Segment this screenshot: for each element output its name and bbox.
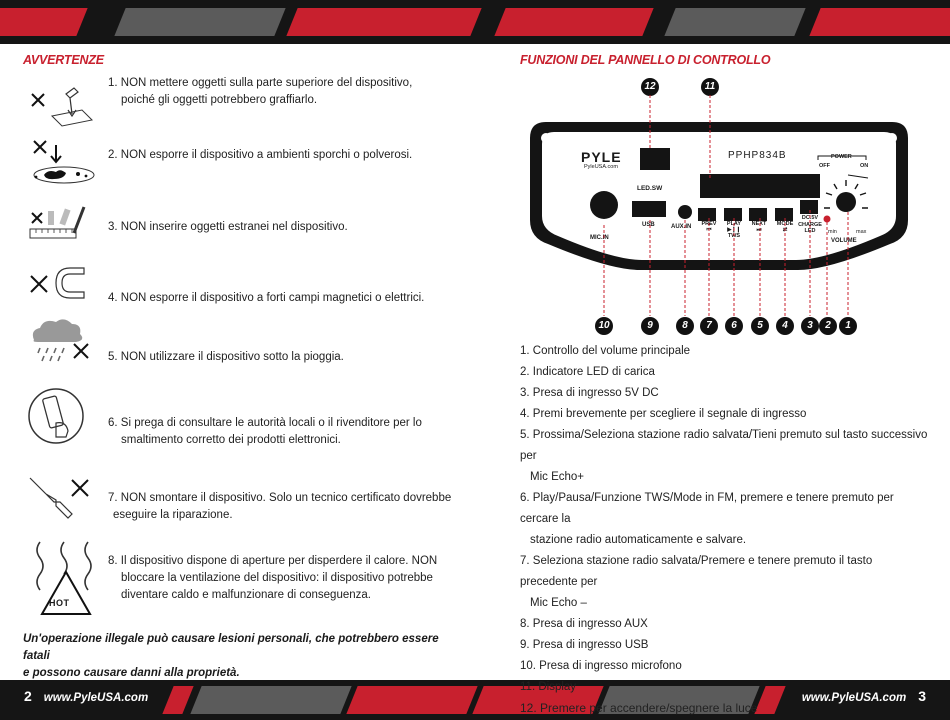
function-item: 10. Presa di ingresso microfono <box>520 660 682 672</box>
legal-warning <box>23 631 443 682</box>
callout-9: 9 <box>641 317 659 335</box>
warning-item-6 <box>108 415 422 449</box>
warning-line: poiché gli oggetti potrebbero graffiarlo. <box>121 94 318 106</box>
warning-item-2 <box>108 147 412 164</box>
dc-label: DC.5V <box>801 215 819 221</box>
footer-url-right[interactable]: www.PyleUSA.com <box>801 692 907 704</box>
callout-5: 5 <box>751 317 769 335</box>
callout-11: 11 <box>701 78 719 96</box>
banner-stripe <box>190 686 351 714</box>
prev-label: PREV <box>701 221 717 227</box>
max-label: max <box>856 229 867 235</box>
no-dust-icon <box>26 135 96 190</box>
warning-line: 7. NON smontare il dispositivo. Solo un tecnico certificato dovrebbe <box>108 492 452 504</box>
legal-warning-line: e possono causare danni alla proprietà. <box>23 667 240 679</box>
footer-url-left[interactable]: www.PyleUSA.com <box>43 692 149 704</box>
off-label: OFF <box>819 163 830 169</box>
usb-label: USB <box>642 222 655 228</box>
callout-6: 6 <box>725 317 743 335</box>
next-label: NEXT <box>751 221 767 227</box>
recycle-phone-icon <box>26 385 96 447</box>
function-list <box>520 341 930 719</box>
banner-stripe <box>809 8 950 36</box>
prev-button-label[interactable] <box>699 221 719 233</box>
warning-item-7 <box>108 490 451 524</box>
warning-item-8 <box>108 553 437 604</box>
warning-line: 2. NON esporre il dispositivo a ambienti sporchi o polverosi. <box>108 149 413 161</box>
callout-4: 4 <box>776 317 794 335</box>
mode-button-label[interactable] <box>775 221 795 233</box>
hot-warning-icon <box>30 540 105 620</box>
callout-3: 3 <box>801 317 819 335</box>
mode-icon: ⇄ <box>782 227 788 233</box>
tws-label: TWS <box>727 233 741 239</box>
function-item: 5. Prossima/Seleziona stazione radio salvata/Tieni premuto sul tasto successivo per <box>520 429 928 462</box>
function-item: 1. Controllo del volume principale <box>520 345 691 357</box>
banner-stripe <box>162 686 193 714</box>
charge-label: CHARGE <box>798 221 822 228</box>
min-label: min <box>828 229 837 235</box>
next-button-label[interactable] <box>749 221 769 233</box>
footer-left <box>24 688 148 704</box>
warning-line: eseguire la riparazione. <box>113 509 233 521</box>
warning-line: 3. NON inserire oggetti estranei nel dispositivo. <box>108 221 348 233</box>
warnings-heading: AVVERTENZE <box>23 53 104 67</box>
page-number-left: 2 <box>24 688 32 704</box>
legal-warning-line: Un'operazione illegale può causare lesioni personali, che potrebbero essere fatali <box>23 633 439 662</box>
banner-stripe <box>114 8 285 36</box>
no-objects-on-top-icon <box>26 80 96 135</box>
warning-line: bloccare la ventilazione del dispositivo: il dispositivo potrebbe <box>121 572 433 584</box>
function-item: 9. Presa di ingresso USB <box>520 639 649 651</box>
callout-12: 12 <box>641 78 659 96</box>
function-item-continued: Mic Echo – <box>530 597 587 609</box>
mode-label: MODE <box>776 221 794 227</box>
warning-line: 6. Si prega di consultare le autorità locali o il rivenditore per lo <box>108 417 422 429</box>
function-item-continued: Mic Echo+ <box>530 471 585 483</box>
warning-line: 8. Il dispositivo dispone di aperture per disperdere il calore. NON <box>108 555 438 567</box>
banner-stripe <box>346 686 477 714</box>
next-icon: ⏭ <box>756 227 762 233</box>
callout-10: 10 <box>595 317 613 335</box>
function-item: 8. Presa di ingresso AUX <box>520 618 648 630</box>
dc-charge-label <box>796 215 824 235</box>
warning-item-5 <box>108 349 344 366</box>
callout-7: 7 <box>700 317 718 335</box>
warning-item-1 <box>108 75 412 109</box>
hot-label: HOT <box>49 598 70 608</box>
function-item: 12. Premere per accendere/spegnere la luce <box>520 701 758 715</box>
warning-item-4 <box>108 290 424 307</box>
function-item: 11. Display <box>520 681 577 693</box>
mic-in-label: MIC.IN <box>590 235 609 241</box>
led-sw-label: LED.SW <box>637 185 663 192</box>
warning-line: smaltimento corretto dei prodotti elettronici. <box>121 434 341 446</box>
function-item: 2. Indicatore LED di carica <box>520 366 655 378</box>
callout-8: 8 <box>676 317 694 335</box>
warning-line: 5. NON utilizzare il dispositivo sotto la pioggia. <box>108 351 344 363</box>
no-magnet-icon <box>26 262 96 317</box>
volume-label: VOLUME <box>831 238 857 244</box>
control-panel-heading: FUNZIONI DEL PANNELLO DI CONTROLLO <box>520 53 771 67</box>
warning-line: 4. NON esporre il dispositivo a forti campi magnetici o elettrici. <box>108 292 425 304</box>
no-foreign-objects-icon <box>26 205 96 260</box>
led-label: LED <box>804 228 816 234</box>
control-panel-diagram <box>528 120 910 285</box>
brand-logo: PYLE <box>581 149 622 165</box>
banner-stripe <box>0 8 88 36</box>
on-label: ON <box>860 163 869 169</box>
function-item: 3. Presa di ingresso 5V DC <box>520 387 659 399</box>
model-number: PPHP834B <box>728 150 787 161</box>
play-button-label[interactable] <box>724 221 744 239</box>
no-disassemble-icon <box>26 472 96 527</box>
power-label: POWER <box>831 154 852 160</box>
page-number-right: 3 <box>918 688 926 704</box>
aux-in-label: AUX.IN <box>671 224 692 230</box>
play-pause-icon: ▶❙❙ <box>727 227 741 233</box>
function-item: 4. Premi brevemente per scegliere il segnale di ingresso <box>520 408 807 420</box>
prev-icon: ⏮ <box>706 227 712 233</box>
brand-url: PyleUSA.com <box>584 164 618 170</box>
banner-stripe <box>494 8 653 36</box>
function-item-continued: stazione radio automaticamente e salvare. <box>530 534 747 546</box>
top-banner <box>0 0 950 44</box>
function-item: 6. Play/Pausa/Funzione TWS/Mode in FM, premere e tenere premuto per cercare la <box>520 492 894 525</box>
banner-stripe <box>286 8 481 36</box>
no-rain-icon <box>26 318 96 373</box>
warning-line: 1. NON mettere oggetti sulla parte superiore del dispositivo, <box>108 77 413 89</box>
callout-1: 1 <box>839 317 857 335</box>
play-label: PLAY <box>726 221 742 227</box>
callout-2: 2 <box>819 317 837 335</box>
warning-line: diventare caldo e malfunzionare di conseguenza. <box>121 589 371 601</box>
banner-stripe <box>664 8 805 36</box>
warning-item-3 <box>108 219 348 236</box>
function-item: 7. Seleziona stazione radio salvata/Premere e tenere premuto il tasto precedente per <box>520 555 873 588</box>
